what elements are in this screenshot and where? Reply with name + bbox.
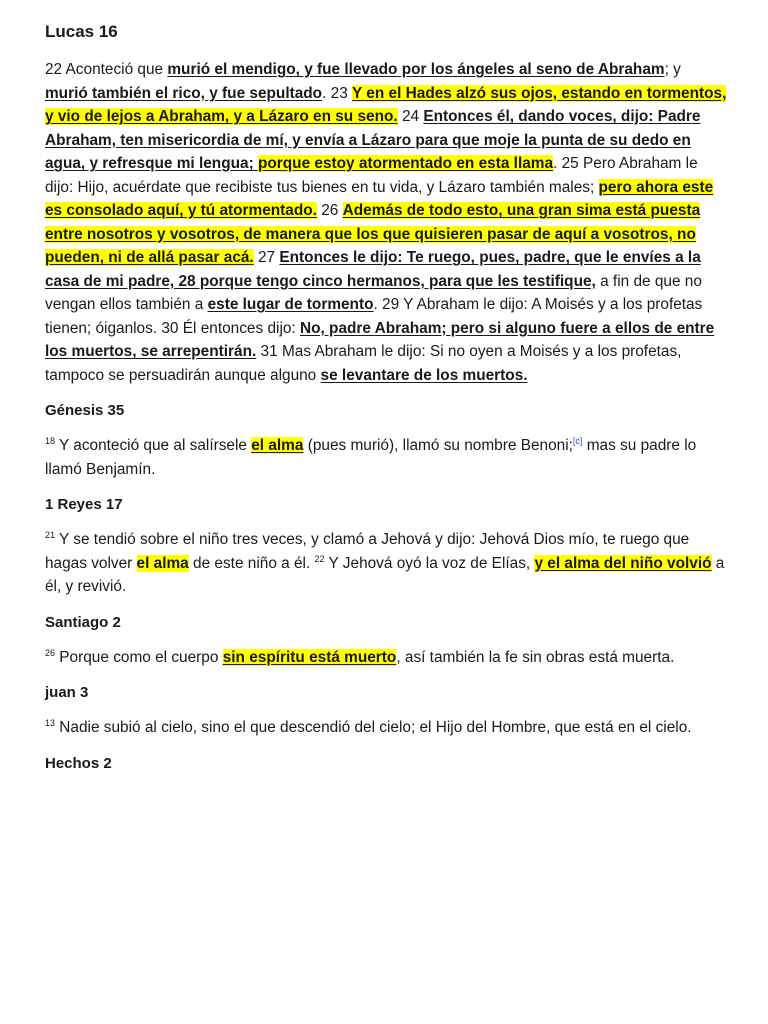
underlined-phrase: Entonces él, dando voces, dijo: Padre Abraham, ten misericordia de mí, y envía a Lázaro para que moje la punta de su dedo en agua, y refresque mi lengua; xyxy=(45,108,701,172)
text-run: Porque como el cuerpo xyxy=(55,648,223,666)
text-run: (pues murió), llamó su nombre Benoni; xyxy=(303,437,573,454)
underlined-phrase: Entonces le dijo: Te ruego, pues, padre, que le envíes a la casa de mi padre, 28 porque tengo cinco hermanos, para que les testifique, xyxy=(45,249,701,290)
text-run: 31 Mas Abraham le dijo: Si no oyen a Moisés y a los profetas, tampoco se persuadirán aunque alguno xyxy=(45,343,682,384)
text-run: a fin de que no vengan ellos también a xyxy=(45,272,702,313)
text-run: Y Jehová oyó la voz de Elías, xyxy=(324,554,535,572)
text-run: . 29 Y Abraham le dijo: A Moisés y a los profetas tienen; óiganlos. 30 Él entonces dijo: xyxy=(45,296,703,337)
passage-santiago-2 xyxy=(45,646,727,670)
highlighted-phrase: el alma xyxy=(251,437,304,454)
text-run: Y aconteció que al salírsele xyxy=(55,437,252,454)
highlighted-phrase: y el alma del niño volvió xyxy=(534,554,712,572)
passage-genesis-35 xyxy=(45,434,727,481)
verse-number: 26 xyxy=(45,647,56,658)
text-run: ; y xyxy=(664,61,681,78)
highlighted-phrase: el alma xyxy=(136,554,189,572)
heading-lucas-16: Lucas 16 xyxy=(45,22,118,41)
underlined-phrase: se levantare de los muertos. xyxy=(320,366,528,384)
text-run: 26 xyxy=(316,202,343,219)
underlined-phrase: No, padre Abraham; pero si alguno fuere a ellos de entre los muertos, se arrepentirán. xyxy=(45,319,715,360)
underlined-phrase: murió el mendigo, y fue llevado por los ángeles al seno de Abraham xyxy=(167,61,665,78)
heading-1-reyes-17: 1 Reyes 17 xyxy=(45,496,123,513)
text-run: 27 xyxy=(253,249,280,266)
underlined-phrase: murió también el rico, y fue sepultado xyxy=(45,84,323,102)
text-run: . 25 Pero Abraham le dijo: Hijo, acuérdate que recibiste tus bienes en tu vida, y Lázaro también males; xyxy=(45,155,698,196)
heading-genesis-35: Génesis 35 xyxy=(45,402,125,419)
highlighted-phrase: sin espíritu está muerto xyxy=(222,648,397,666)
verse-number: 22 xyxy=(314,553,325,564)
passage-1-reyes-17 xyxy=(45,528,727,599)
highlighted-phrase: pero ahora este es consolado aquí, y tú atormentado. xyxy=(45,178,714,219)
text-run: Y se tendió sobre el niño tres veces, y clamó a Jehová y dijo: Jehová Dios mío, te ruego que hagas volver xyxy=(45,531,690,572)
verse-number: 21 xyxy=(45,529,56,540)
underlined-phrase: este lugar de tormento xyxy=(207,296,374,313)
footnote-link[interactable]: [c] xyxy=(572,435,583,446)
text-run: de este niño a él. xyxy=(188,554,315,572)
text-run: 24 xyxy=(397,108,424,125)
highlighted-phrase: Además de todo esto, una gran sima está puesta entre nosotros y vosotros, de manera que los que quisieren pasar de aquí a vosotros, no pueden, ni de allá pasar acá. xyxy=(45,202,701,266)
heading-juan-3: juan 3 xyxy=(45,684,89,701)
verse-number: 18 xyxy=(45,435,56,446)
text-run: Nadie subió al cielo, sino el que descendió del cielo; el Hijo del Hombre, que está en el cielo. xyxy=(55,719,692,736)
highlighted-phrase: porque estoy atormentado en esta llama xyxy=(257,155,554,172)
heading-santiago-2: Santiago 2 xyxy=(45,613,121,631)
document-body xyxy=(45,20,727,787)
text-run: mas su padre lo llamó Benjamín. xyxy=(45,437,697,478)
text-run: , así también la fe sin obras está muerta. xyxy=(396,648,675,666)
text-run: . 23 xyxy=(322,84,353,102)
verse-number: 13 xyxy=(45,717,56,728)
passage-juan-3 xyxy=(45,716,727,740)
highlighted-phrase: Y en el Hades alzó sus ojos, estando en tormentos, y vio de lejos a Abraham, y a Lázaro en su seno. xyxy=(45,84,727,125)
text-run: a él, y revivió. xyxy=(45,554,725,595)
heading-hechos-2: Hechos 2 xyxy=(45,754,112,772)
text-run: 22 Aconteció que xyxy=(45,61,168,78)
passage-lucas-16 xyxy=(45,58,727,387)
